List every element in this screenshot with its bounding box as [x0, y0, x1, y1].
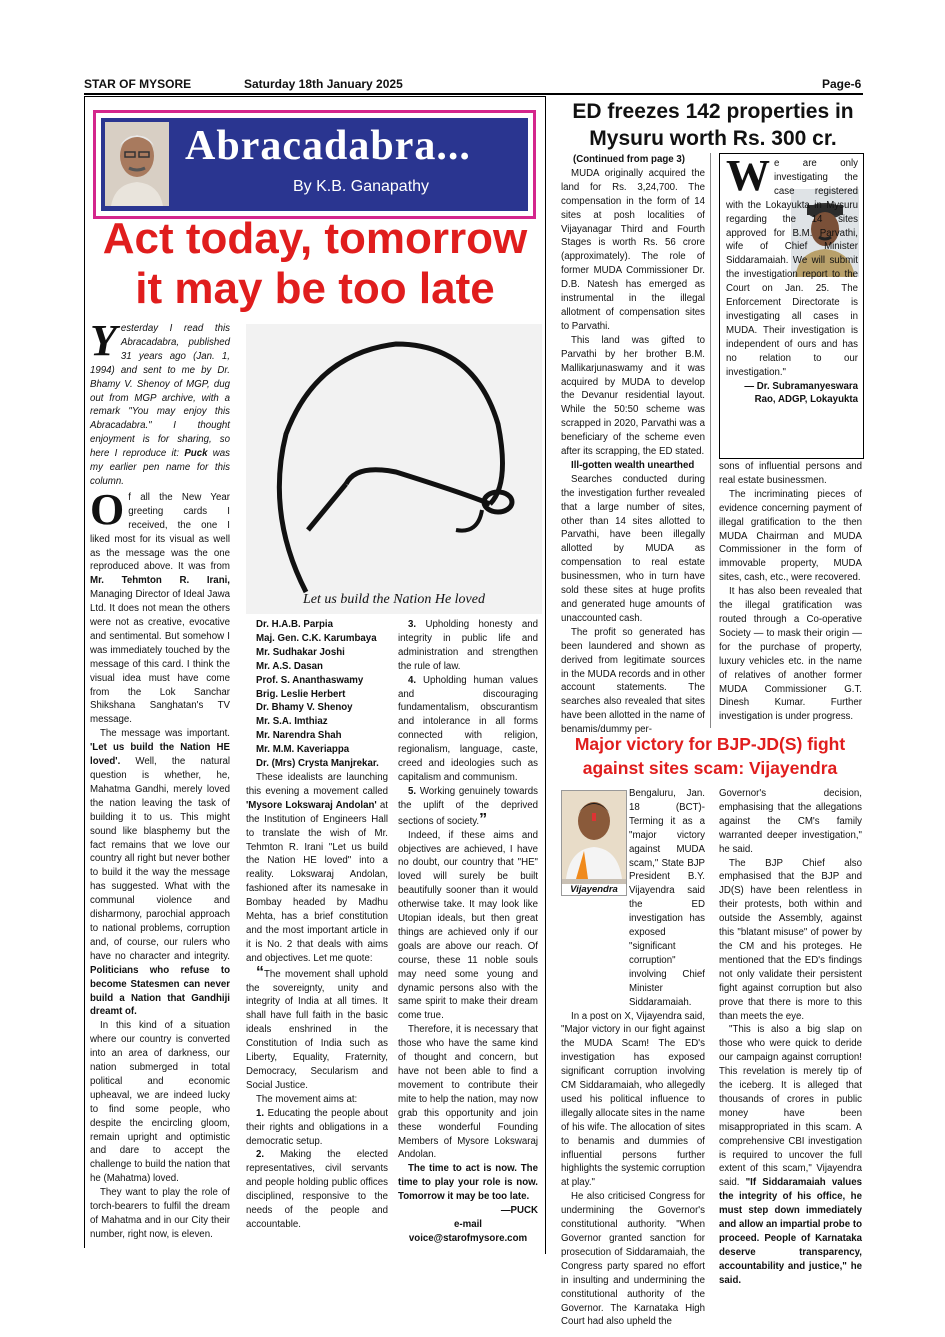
quote-attribution-1: — Dr. Subramanyeswara [744, 380, 858, 392]
founder-name: Mr. Narendra Shah [256, 730, 342, 742]
c2-quote: The movement shall uphold the sovereignty, unity and integrity of India at all times. It shall have full faith in the basic ideals enshrined in the Constitution of India such as Liberty, Equality, Fraternity, Democracy, Secularism and Social Justice. [246, 968, 388, 1091]
top-frame-rule [84, 96, 546, 97]
founder-name: Mr. A.S. Dasan [256, 660, 323, 672]
column-banner [93, 110, 536, 219]
founder-name: Mr. M.M. Kaveriappa [256, 744, 350, 756]
bjp-p3: He also criticised Congress for undermining the Governor's constitutional authority. "When Governor granted sanction for prosecution of Siddaramaiah, the Congress party spared no effort in insulting and undermining the constitutional authority of the Governor. The Karnataka High Court had also upheld the [561, 1191, 705, 1328]
intro-text: esterday I read this Abracadabra, published 31 years ago (Jan. 1, 1994) and sent to me by Dr. Bhamy V. Shenoy of MGP, dug out from MGP archive, with a remark "You may enjoy this Abracadabra." I thought enjoyment is for sharing, so here I reproduce it: [90, 323, 230, 460]
p2-text-b: Well, the natural question is whether, he, Mahatma Gandhi, merely loved the nation leaving the task of building it to us. This might sound like blasphemy but the fact remains that we love our country all right but never bother to build it the way the message has suggested. What with the communal violence and disharmony, parochial approach to national problems, corruption and, of course, our rulers who have no character and integrity. [90, 756, 230, 962]
founder-name: Brig. Leslie Herbert [256, 688, 346, 700]
bjp-p1: Bengaluru, Jan. 18 (BCT)- Terming it as a "major victory against MUDA scam," State BJP President B.Y. Vijayendra said the ED investigation has exposed "significant corruption" involving Chief Minister Siddaramaiah. [629, 788, 705, 1008]
header-rule [84, 93, 863, 95]
aim-2: Making the elected representatives, civil servants and people holding public offices disciplined, responsive to the needs of the people and accountable. [246, 1149, 388, 1230]
ed-quote [726, 151, 858, 407]
left-headline-line2: it may be too late [135, 264, 495, 313]
quote-attribution-2: Rao, ADGP, Lokayukta [754, 394, 858, 406]
ed-column-divider [710, 153, 711, 728]
continued-note: (Continued from page 3) [573, 154, 685, 165]
ed-p3: Searches conducted during the investigation further revealed that a large number of sites, other than 14 sites allotted to Parvathi, have been illegally allotted by MUDA as compensation to real estate businessmen, who in turn have sold these sites at huge profits and generated huge amounts of unaccounted cash. [561, 473, 705, 624]
ed-col-1 [561, 153, 705, 737]
author-portrait-icon [105, 122, 169, 206]
founder-name: Maj. Gen. C.K. Karumbaya [256, 632, 377, 644]
email-label: e-mail [454, 1218, 482, 1230]
c2-p1-bold: 'Mysore Lokswaraj Andolan' [246, 799, 377, 811]
ed-p2: This land was gifted to Parvathi by her brother B.M. Mallikarjunaswamy and it was acquired by MUDA to develop the Devanur residential layout. While the 50:50 scheme was scrapped in 2020, Parvathi was a beneficiary of the scheme even after its scrapping, the ED stated. [561, 334, 705, 458]
ed-headline [548, 98, 878, 152]
ed-subhead: Ill-gotten wealth unearthed [571, 459, 695, 471]
ed-headline-line2: Mysuru worth Rs. 300 cr. [589, 127, 837, 150]
p1-text-a: f all the New Year greeting cards I received, the one I liked most for its visual as well as the message was the one reproduced above. It was from [90, 491, 230, 573]
aim-5-number: 5. [408, 785, 417, 797]
left-col-3: 3. Upholding honesty and integrity in public life and administration and strengthen the rule of law. 4. Upholding human values and discouraging fundamentalism, obscurantism and intolerance in all forms connected with religion, regionalism, language, caste, creed and ideologies such as capitalism and communism. 5. Working genuinely towards the uplift of the deprived sections of society.” Indeed, if these aims and objectives are achieved, I have no doubt, our country that "HE" loved will surely be built beautifully sooner than it would otherwise take. It may look like Utopian ideals, but then great things are achieved only if our goals are above our reach. Of course, these 11 noble souls may need some young and dynamic persons also with the same spirit to make their dream come true. Therefore, it is necessary that those who have the same kind of thought and concern, but have not been able to find a movement to contribute their mite to help the nation, may now grab this opportunity and join these wonderful Founding Members of Mysore Lokswaraj Andolan. The time to act is now. The time to play your role is now. Tomorrow it may be too late. —PUCK e-mail voice@starofmysore.com [398, 619, 538, 1244]
left-col-2: Dr. H.A.B. Parpia Maj. Gen. C.K. Karumbaya Mr. Sudhakar Joshi Mr. A.S. Dasan Prof. S. Ananthaswamy Brig. Leslie Herbert Dr. Bhamy V. Shenoy Mr. S.A. Imthiaz Mr. Narendra Shah Mr. M.M. Kaveriappa Dr. (Mrs) Crysta Manjrekar. These idealists are launching this evening a movement called 'Mysore Lokswaraj Andolan' at the Institution of Engineers Hall to translate the wish of Mr. Tehmton R. Irani "Let us build the Nation HE loved" into a reality. Lokswaraj Andolan, fashioned after its namesake in Bombay headed by Madhu Mehta, has a brief constitution and the most important article in it is No. 2 that deals with aims and objectives. Let me quote: “The movement shall uphold the sovereignty, unity and integrity of India at all times. It shall have full faith in the basic ideals enshrined in the Constitution of India such as Liberty, Equality, Fraternity, Democracy, Secularism and Social Justice. The movement aims at: 1. Educating the people about their rights and obligations in a democratic setup. 2. Making the elected representatives, civil servants and people holding public offices disciplined, responsive to the needs of the people and accountable. [246, 619, 388, 1230]
p2-bold: 'Let us build the Nation HE loved'. [90, 742, 230, 768]
p3: In this kind of a situation where our country is converted into an area of darkness, our nation submerged in total political and economic upheaval, we are indeed lucky to find some people, who despite the encircling gloom, remain upright and optimistic and dare to accept the challenge to build the nation that he (Mahatma) loved. [90, 1020, 230, 1185]
ed-col-2 [719, 460, 862, 724]
c2-p1-a: These idealists are launching this evening a movement called [246, 771, 388, 797]
closing-line: The time to act is now. The time to play your role is now. Tomorrow it may be too late. [398, 1163, 538, 1203]
gandhi-outline-icon [246, 324, 542, 614]
p2-text-a: The message was important. [100, 728, 230, 740]
founder-name: Mr. Sudhakar Joshi [256, 646, 345, 658]
bjp-headline-line2: against sites scam: Vijayendra [582, 758, 838, 778]
ed-p4: The profit so generated has been laundered and shown as derived from legitimate sources in the MUDA records and in other account statements. The searches also revealed that sites have been allotted in the name of benamis/dummy per- [561, 626, 705, 736]
intro-bold: Puck [184, 448, 208, 460]
p1-dropcap: O [90, 484, 125, 534]
aim-1-number: 1. [256, 1107, 265, 1119]
author-photo [105, 122, 169, 206]
bjp-p2: In a post on X, Vijayendra said, "Major victory in our fight against the MUDA Scam! The ED's investigation has exposed significant corruption involving CM Siddaramaiah, who allegedly used his political influence to illegally allocate sites in the name of his wife. The allocation of sites to benamis and dummies of influential persons further highlights the systemic corruption at play." [561, 1010, 705, 1189]
gandhi-sketch [246, 324, 542, 614]
left-frame-rule [84, 96, 85, 1248]
p1-text-b: Managing Director of Ideal Jawa Ltd. It does not mean the others were not as creative, evocative and sentimental. But somehow I was immediately touched by the message of this card. I think the visual idea must have come from the Lok Sanchar Shikshana Sanghatan's TV message. [90, 589, 230, 726]
bjp-headline [550, 732, 870, 780]
ed-p6: The incriminating pieces of evidence concerning payment of illegal gratification to the then MUDA Chairman and MUDA Commissioner in the form of immovable property, MUDA sites, cash, etc., were recovered. [719, 488, 862, 584]
bjp-p5: The BJP Chief also emphasised that the BJP and JD(S) have been relentless in their protests, both within and outside the Assembly, against this "blatant misuse" of power by the CM and his proteges. He mentioned that the ED's findings not only validate their persistent fight against corruption but also prove that there is more to this than meets the eye. [719, 857, 862, 1022]
aim-2-number: 2. [256, 1149, 265, 1161]
aim-4-number: 4. [408, 674, 417, 686]
founder-name: Dr. H.A.B. Parpia [256, 619, 333, 630]
founder-names [246, 618, 388, 771]
left-headline [86, 214, 544, 314]
p2-bold-2: Politicians who refuse to become Statesmen can never build a Nation that Gandhiji dreamt of. [90, 964, 230, 1018]
bjp-headline-line1: Major victory for BJP-JD(S) fight [574, 734, 846, 754]
bjp-p6-bold: "If Siddaramaiah values the integrity of his office, he must step down immediately and allow an impartial probe to proceed. People of Karnataka deserve transparency, accountability and justice," he said. [719, 1177, 862, 1286]
left-headline-line1: Act today, tomorrow [102, 214, 528, 263]
quote-dropcap: W [726, 151, 770, 200]
ed-p7: It has also been revealed that the illegal gratification was routed through a Co-operative Society — to mask their origin — for the purchase of property, luxury vehicles etc. in the name of relatives of another former MUDA Commissioner G.T. Dinesh Kumar. Further investigation is under progress. [719, 586, 862, 723]
intro-dropcap: Y [90, 316, 117, 365]
vijayendra-caption: Vijayendra [562, 884, 626, 895]
masthead-paper: STAR OF MYSORE [84, 77, 192, 91]
c2-aims: The movement aims at: [256, 1093, 358, 1105]
bjp-p6: "This is also a big slap on those who were quick to deride our campaign against corruption! This revelation is merely tip of the iceberg. It is alleged that thousands of crores in public money have been misappropriated in this scam. A comprehensive CBI investigation is required to uncover the full extent of this scam," Vijayendra said. [719, 1024, 862, 1189]
aim-3-number: 3. [408, 619, 417, 630]
masthead-date: Saturday 18th January 2025 [244, 77, 403, 91]
aim-1: Educating the people about their rights and obligations in a democratic setup. [246, 1107, 388, 1147]
intro-end: was my earlier pen name for this column. [90, 448, 230, 487]
column-title: Abracadabra... [185, 123, 471, 169]
ed-p1: MUDA originally acquired the land for Rs. 3,24,700. The compensation in the form of 14 sites at posh localities of Vijayanagar Third and Fourth Stages is worth Rs. 56 crore (approximately). The role of former MUDA Commissioner Dr. D.B. Natesh has emerged as instrumental in the illegal allotment of compensation sites to Parvathi. [561, 167, 705, 332]
page-number: Page-6 [822, 77, 862, 91]
column-byline: By K.B. Ganapathy [292, 178, 430, 195]
email-address: voice@starofmysore.com [408, 1232, 528, 1244]
ed-p5: sons of influential persons and real estate businessmen. [719, 461, 862, 486]
founder-name: Prof. S. Ananthaswamy [256, 674, 364, 686]
bjp-p4: Governor's decision, emphasising that the allegations against the CM's family warranted deeper investigation," he said. [719, 788, 862, 855]
center-frame-rule [545, 96, 546, 1254]
founder-name: Dr. (Mrs) Crysta Manjrekar. [256, 758, 379, 770]
signature: —PUCK [500, 1205, 538, 1217]
aim-3: Upholding honesty and integrity in public life and administration and strengthen the rule of law. [398, 619, 538, 672]
c3-p1: Indeed, if these aims and objectives are achieved, I have no doubt, our country that "HE" loved will surely be built beautifully sooner than it would otherwise take. It may look like Utopian ideals, but then great things are achieved only if our goals are above our reach. Of course, these 11 noble souls may need some young and dynamic persons also with the same spirit to make their dream come true. [398, 829, 538, 1022]
aim-5: Working genuinely towards the uplift of the deprived sections of society. [398, 785, 538, 827]
c2-p1-b: at the Institution of Engineers Hall to translate the wish of Mr. Tehmton R. Irani "Let us build the Nation HE loved" into a reality. Lokswaraj Andolan, fashioned after its namesake in Bombay headed by Madhu Mehta, has a brief constitution and the most important article in it is No. 2 that deals with aims and objectives. Let me quote: [246, 799, 388, 964]
c3-p2: Therefore, it is necessary that those who have the same kind of thought and concern, but have not been able to find a movement to contribute their mite to help the nation, may now grab this opportunity and join these wonderful Founding Members of Mysore Lokswaraj Andolan. [398, 1024, 538, 1161]
p1-bold: Mr. Tehmton R. Irani, [90, 575, 230, 587]
quote-text: e are only investigating the case registered with the Lokayukta in Mysuru regarding the 14 sites approved for B.M. Parvathi, wife of Chief Minister Siddaramaiah. We will submit the investigation report to the Court on Jan. 25. The Enforcement Directorate is investigating all cases in MUDA. Their investigation is independent of ours and has no relation to our investigation." [726, 158, 858, 378]
founder-name: Dr. Bhamy V. Shenoy [256, 702, 353, 714]
founder-name: Mr. S.A. Imthiaz [256, 716, 328, 728]
bjp-col-1 [561, 787, 705, 1329]
p4: They want to play the role of torch-bearers to fulfil the dream of Mahatma and in our City their number, right now, is eleven. [90, 1187, 230, 1240]
ed-headline-line1: ED freezes 142 properties in [572, 100, 854, 123]
bjp-col-2 [719, 787, 862, 1288]
aim-4: Upholding human values and discouraging fundamentalism, obscurantism and intolerance in all forms connected with religion, regionalism, language, caste, creed and ideologies such as capitalism and communism. [398, 674, 538, 783]
left-col-1 [90, 316, 230, 1242]
sketch-caption: Let us build the Nation He loved [303, 592, 485, 607]
